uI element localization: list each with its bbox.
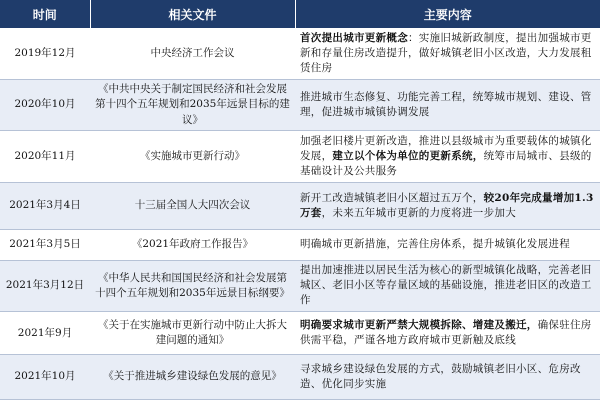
header-content: 主要内容 [295, 0, 600, 28]
row-content [295, 312, 600, 355]
row-document: 《中华人民共和国国民经济和社会发展第十四个五年规划和2035年远景目标纲要》 [90, 260, 295, 312]
row-time: 2020年10月 [0, 79, 90, 131]
row-document: 《实施城市更新行动》 [90, 131, 295, 183]
content-text: 确保驻住房供需平稳，严谨各地方政府城市更新触及底线 [300, 318, 592, 347]
row-content [295, 79, 600, 131]
content-text: ，未来五年城市更新的力度将进一步加大 [321, 206, 517, 219]
table-row [0, 131, 600, 183]
content-highlight: 明确要求城市更新严禁大规模拆除、增建及搬迁， [300, 318, 538, 331]
header-time: 时间 [0, 0, 90, 28]
table-row [0, 355, 600, 400]
header-row [0, 0, 600, 28]
row-time: 2021年3月5日 [0, 229, 90, 260]
content-text: 新开工改造城镇老旧小区超过五万个， [300, 191, 484, 204]
content-text: 推进城市生态修复、功能完善工程，统筹城市规划、建设、管理，促进城市城镇协调发展 [300, 90, 592, 118]
header-document: 相关文件 [90, 0, 295, 28]
row-document: 《中共中央关于制定国民经济和社会发展第十四个五年规划和2035年远景目标的建议》 [90, 79, 295, 131]
row-content [295, 229, 600, 260]
row-content [295, 28, 600, 79]
table-row [0, 183, 600, 230]
row-content [295, 131, 600, 183]
row-content [295, 355, 600, 400]
content-text: 统筹市局城市、县级的基础设计及公共服务 [300, 150, 592, 178]
content-highlight: 首次提出城市更新概念 [300, 31, 408, 44]
content-text: 提出加速推进以居民生活为核心的新型城镇化战略，完善老旧城区、老旧小区等存量区域的基础设施，推进老旧区的改造工作 [300, 264, 592, 307]
row-content [295, 260, 600, 312]
content-highlight: 建立以个体为单位的更新系统， [332, 150, 484, 163]
row-document: 《关于在实施城市更新行动中防止大拆大建问题的通知》 [90, 312, 295, 355]
content-text: 加强老旧楼片更新改造，推进以县级城市为重要载体的城镇化发展， [300, 134, 592, 163]
row-content [295, 183, 600, 230]
content-text: 寻求城乡建设绿色发展的方式，鼓励城镇老旧小区、危房改造、优化同步实施 [300, 362, 581, 391]
table-row [0, 312, 600, 355]
table-row [0, 229, 600, 260]
row-document: 《2021年政府工作报告》 [90, 229, 295, 260]
row-time: 2021年3月4日 [0, 183, 90, 230]
content-highlight: 较20年完成量增加1.3万套 [300, 191, 594, 219]
table-row [0, 28, 600, 79]
row-document: 十三届全国人大四次会议 [90, 183, 295, 230]
table-row [0, 79, 600, 131]
row-time: 2021年10月 [0, 355, 90, 400]
row-document: 《关于推进城乡建设绿色发展的意见》 [90, 355, 295, 400]
row-time: 2019年12月 [0, 28, 90, 79]
row-time: 2021年3月12日 [0, 260, 90, 312]
table-row [0, 260, 600, 312]
content-text: ：实施旧城新政制度，提出加强城市更新和存量住房改造提升，做好城镇老旧小区改造，大力发展租赁住房 [300, 31, 592, 74]
row-document: 中央经济工作会议 [90, 28, 295, 79]
content-text: 明确城市更新措施，完善住房体系，提升城镇化发展进程 [300, 238, 570, 251]
row-time: 2021年9月 [0, 312, 90, 355]
row-time: 2020年11月 [0, 131, 90, 183]
